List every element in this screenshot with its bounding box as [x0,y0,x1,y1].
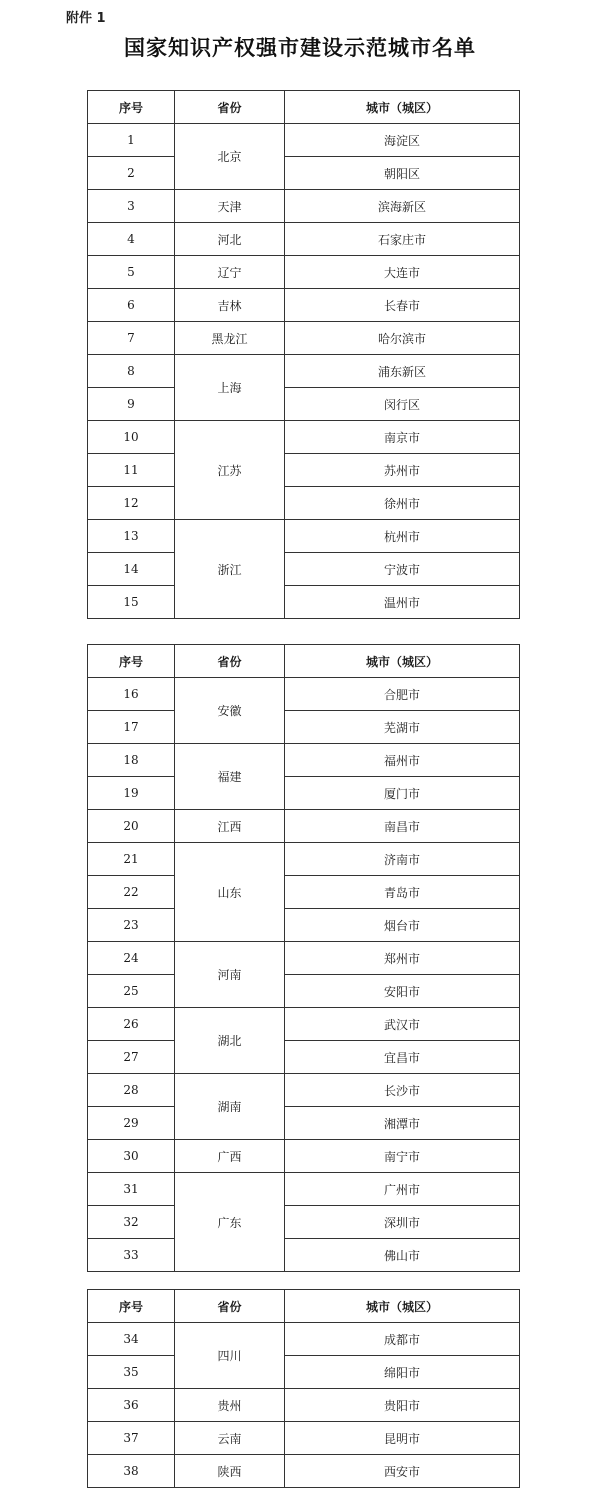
city-table-3 [87,1289,520,1488]
row-index: 12 [88,487,175,520]
table-row [88,1356,520,1389]
city-cell: 南京市 [285,421,520,454]
row-index: 29 [88,1107,175,1140]
city-cell: 昆明市 [285,1422,520,1455]
table-row [88,1140,520,1173]
header-city: 城市（城区） [285,1290,520,1323]
city-cell: 济南市 [285,843,520,876]
table-row [88,1107,520,1140]
province-cell: 湖南 [175,1074,285,1140]
province-cell: 河南 [175,942,285,1008]
attachment-label: 附件 1 [66,11,106,26]
row-index: 28 [88,1074,175,1107]
table-row [88,388,520,421]
province-cell: 辽宁 [175,256,285,289]
row-index: 5 [88,256,175,289]
city-cell: 成都市 [285,1323,520,1356]
row-index: 23 [88,909,175,942]
row-index: 25 [88,975,175,1008]
province-cell: 广西 [175,1140,285,1173]
table-row [88,1041,520,1074]
city-cell: 青岛市 [285,876,520,909]
city-cell: 苏州市 [285,454,520,487]
table-row [88,942,520,975]
table-row [88,777,520,810]
city-cell: 长沙市 [285,1074,520,1107]
header-province: 省份 [175,645,285,678]
city-cell: 佛山市 [285,1239,520,1272]
table-row [88,744,520,777]
city-cell: 郑州市 [285,942,520,975]
row-index: 13 [88,520,175,553]
province-cell: 贵州 [175,1389,285,1422]
table-row [88,421,520,454]
page-title: 国家知识产权强市建设示范城市名单 [124,35,476,60]
row-index: 34 [88,1323,175,1356]
city-cell: 安阳市 [285,975,520,1008]
city-cell: 闵行区 [285,388,520,421]
city-cell: 杭州市 [285,520,520,553]
city-cell: 深圳市 [285,1206,520,1239]
city-cell: 宜昌市 [285,1041,520,1074]
city-cell: 海淀区 [285,124,520,157]
row-index: 35 [88,1356,175,1389]
city-cell: 温州市 [285,586,520,619]
city-cell: 烟台市 [285,909,520,942]
row-index: 15 [88,586,175,619]
city-cell: 广州市 [285,1173,520,1206]
table-row [88,843,520,876]
row-index: 1 [88,124,175,157]
table-row [88,975,520,1008]
row-index: 30 [88,1140,175,1173]
city-cell: 武汉市 [285,1008,520,1041]
row-index: 31 [88,1173,175,1206]
table-row [88,909,520,942]
province-cell: 福建 [175,744,285,810]
city-cell: 厦门市 [285,777,520,810]
province-cell: 安徽 [175,678,285,744]
table-row [88,553,520,586]
table-row [88,454,520,487]
row-index: 37 [88,1422,175,1455]
city-cell: 南昌市 [285,810,520,843]
city-cell: 滨海新区 [285,190,520,223]
city-cell: 湘潭市 [285,1107,520,1140]
row-index: 4 [88,223,175,256]
table-row [88,1323,520,1356]
city-cell: 绵阳市 [285,1356,520,1389]
header-city: 城市（城区） [285,91,520,124]
province-cell: 云南 [175,1422,285,1455]
row-index: 22 [88,876,175,909]
row-index: 19 [88,777,175,810]
province-cell: 广东 [175,1173,285,1272]
table-row [88,190,520,223]
table-row [88,1389,520,1422]
row-index: 9 [88,388,175,421]
row-index: 33 [88,1239,175,1272]
table-row [88,124,520,157]
province-cell: 江苏 [175,421,285,520]
row-index: 17 [88,711,175,744]
row-index: 32 [88,1206,175,1239]
table-row [88,487,520,520]
city-cell: 南宁市 [285,1140,520,1173]
city-table-1 [87,90,520,619]
province-cell: 北京 [175,124,285,190]
province-cell: 江西 [175,810,285,843]
row-index: 27 [88,1041,175,1074]
province-cell: 四川 [175,1323,285,1389]
table-row [88,711,520,744]
table-row [88,586,520,619]
province-cell: 湖北 [175,1008,285,1074]
city-cell: 西安市 [285,1455,520,1488]
city-cell: 长春市 [285,289,520,322]
table-row [88,1074,520,1107]
header-row [88,1290,520,1323]
header-city: 城市（城区） [285,645,520,678]
province-cell: 吉林 [175,289,285,322]
city-cell: 宁波市 [285,553,520,586]
table-row [88,1422,520,1455]
row-index: 10 [88,421,175,454]
header-row [88,645,520,678]
city-cell: 徐州市 [285,487,520,520]
header-index: 序号 [88,1290,175,1323]
city-table-2 [87,644,520,1272]
table-row [88,1206,520,1239]
city-cell: 石家庄市 [285,223,520,256]
row-index: 20 [88,810,175,843]
city-cell: 贵阳市 [285,1389,520,1422]
city-cell: 芜湖市 [285,711,520,744]
city-cell: 浦东新区 [285,355,520,388]
table-row [88,322,520,355]
table-row [88,157,520,190]
city-cell: 朝阳区 [285,157,520,190]
province-cell: 河北 [175,223,285,256]
row-index: 38 [88,1455,175,1488]
row-index: 3 [88,190,175,223]
province-cell: 浙江 [175,520,285,619]
table-row [88,678,520,711]
row-index: 21 [88,843,175,876]
province-cell: 上海 [175,355,285,421]
city-cell: 福州市 [285,744,520,777]
header-index: 序号 [88,645,175,678]
table-row [88,876,520,909]
header-province: 省份 [175,1290,285,1323]
table-row [88,1008,520,1041]
header-row [88,91,520,124]
table-row [88,355,520,388]
row-index: 26 [88,1008,175,1041]
row-index: 16 [88,678,175,711]
row-index: 36 [88,1389,175,1422]
table-row [88,223,520,256]
province-cell: 山东 [175,843,285,942]
table-row [88,1455,520,1488]
province-cell: 陕西 [175,1455,285,1488]
city-cell: 哈尔滨市 [285,322,520,355]
table-row [88,1239,520,1272]
row-index: 14 [88,553,175,586]
header-index: 序号 [88,91,175,124]
table-row [88,520,520,553]
row-index: 24 [88,942,175,975]
header-province: 省份 [175,91,285,124]
row-index: 6 [88,289,175,322]
province-cell: 天津 [175,190,285,223]
table-row [88,810,520,843]
row-index: 11 [88,454,175,487]
city-cell: 合肥市 [285,678,520,711]
table-row [88,289,520,322]
row-index: 2 [88,157,175,190]
row-index: 8 [88,355,175,388]
city-cell: 大连市 [285,256,520,289]
province-cell: 黑龙江 [175,322,285,355]
row-index: 18 [88,744,175,777]
table-row [88,1173,520,1206]
table-row [88,256,520,289]
row-index: 7 [88,322,175,355]
